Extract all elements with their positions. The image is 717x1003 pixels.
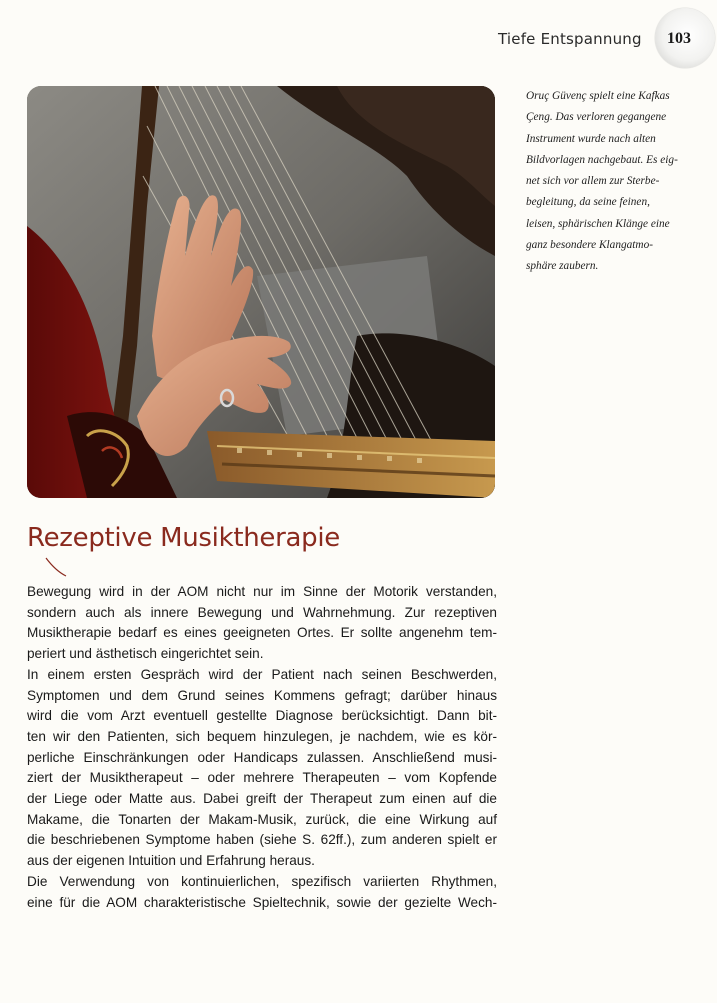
caption-line: net sich vor allem zur Sterbe- [526,175,660,188]
caption-line: begleitung, da seine feinen, [526,196,650,209]
body-line: Bewegung wird in der AOM nicht nur im Sinne der Motorik verstanden, [27,584,497,599]
body-line: Musiktherapie bedarf es eines geeigneten Ortes. Er sollte angenehm tem- [27,625,497,641]
body-line: perliche Einschränkungen oder Handicaps zulassen. Anschließend musi- [27,749,497,765]
body-line: eine für die AOM charakteristische Spieltechnik, sowie der gezielte Wech- [27,894,497,910]
caption-line: Instrument wurde nach alten [526,132,656,145]
body-line: In einem ersten Gespräch wird der Patient nach seinen Beschwerden, [27,666,497,682]
body-line: Symptomen und dem Grund seines Kommens gefragt; darüber hinaus [27,687,497,703]
caption-line: sphäre zaubern. [526,260,599,273]
caption-line: Bildvorlagen nachgebaut. Es eig- [526,153,678,166]
section-heading: Rezeptive Musiktherapie [27,523,340,553]
page-number: 103 [667,30,691,47]
body-line: aus der eigenen Intuition und Erfahrung heraus. [27,853,315,869]
body-line: Die Verwendung von kontinuierlichen, spezifisch variierten Rhythmen, [27,873,497,889]
heading-swash-ornament [44,556,84,580]
body-line: der Liege oder Matte aus. Dabei greift der Therapeut zum einen auf die [27,791,497,807]
harp-player-illustration [27,86,495,498]
body-line: Makame, die Tonarten der Makam-Musik, zurück, die eine Wirkung auf [27,811,497,827]
harp-photo [27,86,495,498]
body-line: sondern auch als innere Bewegung und Wahrnehmung. Zur rezeptiven [27,604,497,620]
body-line: ten wir den Patienten, sich bequem hinzulegen, je nachdem, wie es kör- [27,728,497,744]
caption-line: Çeng. Das verloren gegangene [526,111,667,124]
body-text [27,582,497,913]
body-line: wird die vom Arzt eventuell gestellte Diagnose berücksichtigt. Dann bit- [27,708,497,724]
body-line: ziert der Musiktherapeut – oder mehrere Therapeuten – vom Kopfende [27,770,497,786]
body-line: periert und ästhetisch eingerichtet sein. [27,646,264,662]
body-line: die beschriebenen Symptome haben (siehe S. 62ff.), zum anderen spielt er [27,832,497,848]
caption-line: leisen, sphärischen Klänge eine [526,217,670,230]
caption-line: Oruç Güvenç spielt eine Kafkas [526,90,670,102]
chapter-title: Tiefe Entspannung [498,30,642,48]
photo-caption [526,86,696,278]
caption-line: ganz besondere Klangatmo- [526,239,653,252]
